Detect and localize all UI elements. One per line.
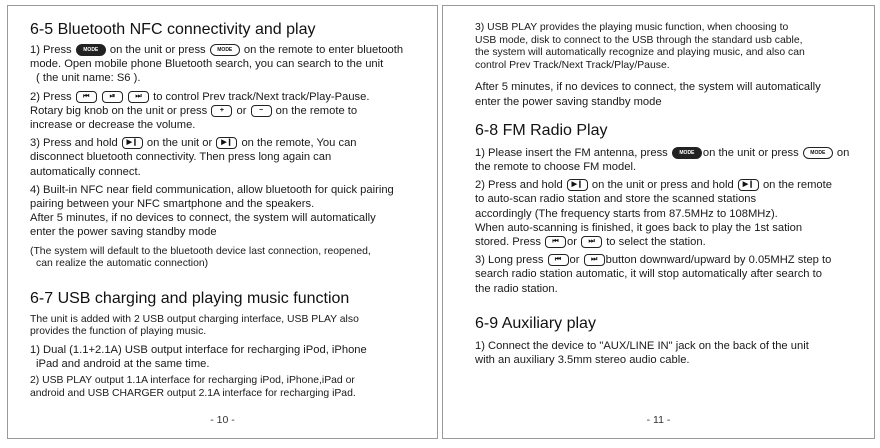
unit-play-pause-icon: ▶❙ [122, 137, 143, 149]
unit-mode-button-icon: MODE [672, 147, 702, 159]
prev-track-icon: ⏮ [548, 254, 569, 266]
para-bt-4: 4) Built-in NFC near field communication, allow bluetooth for quick pairing pairing between your NFC smartphone and the speakers. After 5 minutes, if no devices to connect, the system will automatically enter the power saving standby mode [30, 183, 394, 239]
unit-play-pause-icon: ▶❙ [567, 179, 588, 191]
page-number-right: - 11 - [646, 414, 671, 426]
play-pause-icon: ⏯ [102, 91, 123, 103]
heading-6-7: 6-7 USB charging and playing music function [30, 289, 350, 307]
para-fm-1: 1) Please insert the FM antenna, press MODE on the unit or press MODE on the remote to choose FM model. [475, 146, 850, 173]
para-bt-2: 2) Press ⏮ ⏯ ⏭ to control Prev track/Next track/Play-Pause. Rotary big knob on the unit or press + or − on the remote to increase or decrease the volume. [30, 90, 370, 132]
para-usb-1: 1) Dual (1.1+2.1A) USB output interface for recharging iPod, iPhone iPad and android at the same time. [30, 344, 367, 371]
remote-play-pause-icon: ▶❙ [738, 179, 759, 191]
remote-play-pause-icon: ▶❙ [216, 137, 237, 149]
page-left-content [30, 20, 425, 401]
unit-mode-button-icon: MODE [76, 44, 106, 56]
para-fm-2: 2) Press and hold ▶❙ on the unit or press and hold ▶❙ on the remote to auto-scan radio station and store the scanned stations accordingly (The frequency starts from 87.5MHz to 108MHz). When auto-scanning is finished, it goes back to play the 1st sation stored. Press ⏮ or ⏭ to select the station. [475, 179, 832, 248]
para-usb-2: 2) USB PLAY output 1.1A interface for recharging iPod, iPhone,iPad or android and USB CHARGER output 2.1A interface for recharging iPad. [30, 375, 356, 400]
prev-track-icon: ⏮ [545, 236, 566, 248]
page-number-left: - 10 - [210, 414, 235, 426]
heading-6-9: 6-9 Auxiliary play [475, 314, 596, 332]
volume-plus-icon: + [211, 105, 232, 117]
prev-track-icon: ⏮ [76, 91, 97, 103]
page-right [442, 5, 875, 439]
remote-mode-button-icon: MODE [803, 147, 833, 159]
para-bt-1: 1) Press MODE on the unit or press MODE on the remote to enter bluetooth mode. Open mobile phone Bluetooth search, you can search to the unit ( the unit name: S6 ). [30, 44, 404, 85]
page-left [7, 5, 438, 439]
heading-6-5: 6-5 Bluetooth NFC connectivity and play [30, 21, 316, 38]
para-usb-standby: After 5 minutes, if no devices to connect, the system will automatically enter the power saving standby mode [475, 81, 821, 108]
para-usb-3: 3) USB PLAY provides the playing music function, when choosing to USB mode, disk to connect to the USB through the standard usb cable, the system will automatically recognize and playing music, and also can control Prev Track/Next Track/Play/Pause. [475, 22, 805, 71]
next-track-icon: ⏭ [584, 254, 605, 266]
page-right-content [475, 22, 864, 367]
next-track-icon: ⏭ [581, 236, 602, 248]
para-usb-intro: The unit is added with 2 USB output charging interface, USB PLAY also provides the function of playing music. [30, 313, 359, 338]
remote-mode-button-icon: MODE [210, 44, 240, 56]
para-bt-3: 3) Press and hold ▶❙ on the unit or ▶❙ on the remote, You can disconnect bluetooth connectivity. Then press long again can automatically connect. [30, 137, 357, 178]
heading-6-8: 6-8 FM Radio Play [475, 121, 608, 139]
volume-minus-icon: − [251, 105, 272, 117]
para-fm-3: 3) Long press ⏮ or ⏭ button downward/upward by 0.05MHZ step to search radio station automatic, it will stop automatically after search to the radio station. [475, 254, 832, 295]
para-aux-1: 1) Connect the device to "AUX/LINE IN" jack on the back of the unit with an auxiliary 3.5mm stereo audio cable. [475, 339, 809, 367]
next-track-icon: ⏭ [128, 91, 149, 103]
para-bt-note: (The system will default to the bluetooth device last connection, reopened, can realize the automatic connection) [30, 245, 371, 270]
